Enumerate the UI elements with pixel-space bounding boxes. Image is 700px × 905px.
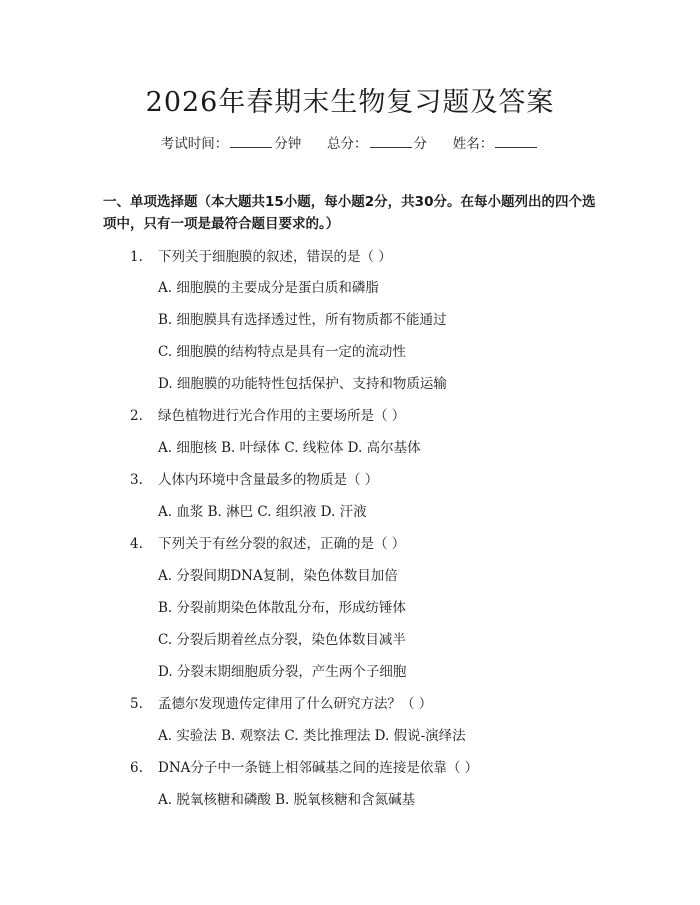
time-blank[interactable]	[230, 135, 272, 148]
exam-meta	[0, 132, 700, 152]
page-title: 2026年春期末生物复习题及答案	[145, 87, 555, 118]
question-number: 1.	[130, 249, 143, 265]
option: C. 分裂后期着丝点分裂，染色体数目减半	[158, 632, 406, 648]
option: A. 细胞膜的主要成分是蛋白质和磷脂	[158, 280, 379, 296]
question-number: 5.	[130, 696, 143, 712]
question-text: 人体内环境中含量最多的物质是（ ）	[158, 472, 379, 488]
option: A. 血浆 B. 淋巴 C. 组织液 D. 汗液	[158, 504, 367, 520]
question-6	[130, 756, 478, 776]
name-blank[interactable]	[495, 135, 537, 148]
question-text: DNA分子中一条链上相邻碱基之间的连接是依靠（ ）	[158, 760, 479, 776]
score-blank[interactable]	[370, 135, 412, 148]
question-1	[130, 245, 392, 265]
option: D. 分裂末期细胞质分裂，产生两个子细胞	[158, 664, 407, 680]
option: B. 分裂前期染色体散乱分布，形成纺锤体	[158, 600, 407, 616]
question-2	[130, 404, 405, 424]
option: A. 实验法 B. 观察法 C. 类比推理法 D. 假说-演绎法	[158, 728, 466, 744]
question-number: 6.	[130, 760, 143, 776]
option: A. 分裂间期DNA复制，染色体数目加倍	[158, 568, 398, 584]
option: A. 脱氧核糖和磷酸 B. 脱氧核糖和含氮碱基	[158, 792, 416, 808]
question-4	[130, 532, 405, 552]
question-3	[130, 468, 378, 488]
question-5	[130, 692, 432, 712]
question-text: 孟德尔发现遗传定律用了什么研究方法？（ ）	[158, 696, 433, 712]
option: B. 细胞膜具有选择透过性，所有物质都不能通过	[158, 312, 447, 328]
question-number: 4.	[130, 536, 143, 552]
question-text: 下列关于细胞膜的叙述，错误的是（ ）	[158, 249, 392, 265]
question-number: 2.	[130, 408, 143, 424]
time-unit: 分钟	[274, 136, 302, 152]
name-label: 姓名：	[452, 136, 494, 152]
option: C. 细胞膜的结构特点是具有一定的流动性	[158, 344, 406, 360]
question-number: 3.	[130, 472, 143, 488]
time-label: 考试时间：	[160, 136, 229, 152]
question-text: 下列关于有丝分裂的叙述，正确的是（ ）	[158, 536, 406, 552]
option: A. 细胞核 B. 叶绿体 C. 线粒体 D. 高尔基体	[158, 440, 421, 456]
score-unit: 分	[413, 136, 427, 152]
section-heading: 一、单项选择题（本大题共15小题，每小题2分，共30分。在每小题列出的四个选项中，只有一项是最符合题目要求的。）	[103, 194, 596, 232]
score-label: 总分：	[327, 136, 368, 152]
question-text: 绿色植物进行光合作用的主要场所是（ ）	[158, 408, 406, 424]
option: D. 细胞膜的功能特性包括保护、支持和物质运输	[158, 376, 447, 392]
